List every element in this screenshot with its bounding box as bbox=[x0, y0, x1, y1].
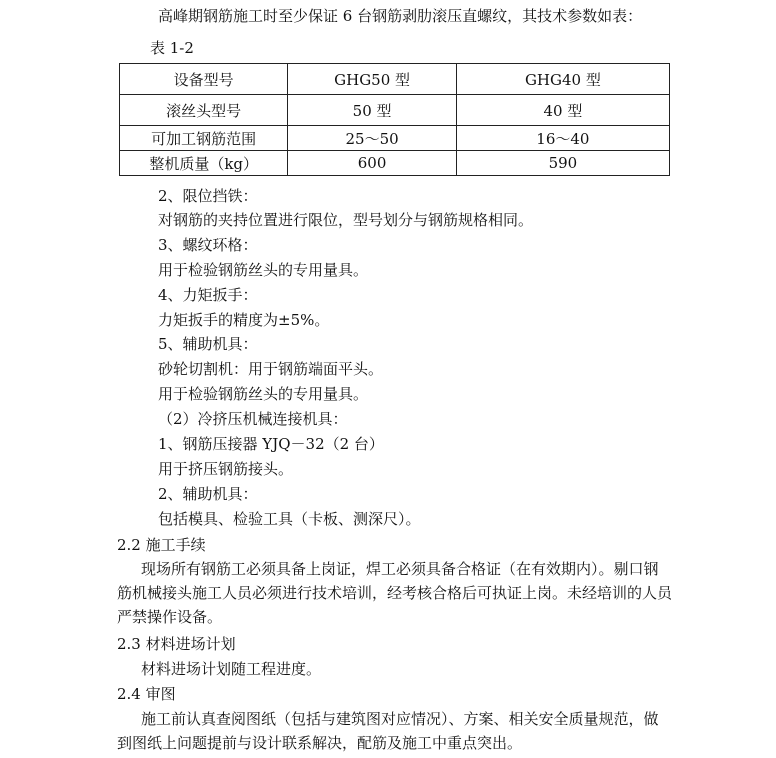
table-row bbox=[120, 126, 670, 151]
list-item-text: 用于挤压钢筋接头。 bbox=[158, 460, 294, 478]
section-paragraph: 施工前认真查阅图纸（包括与建筑图对应情况）、方案、相关安全质量规范，做到图纸上问题提前与设计联系解决，配筋及施工中重点突出。 bbox=[117, 710, 659, 752]
list-item-heading: 2、限位挡铁： bbox=[158, 187, 258, 205]
table-cell: 600 bbox=[288, 151, 456, 176]
table-cell: 16～40 bbox=[456, 126, 669, 151]
table-cell: 设备型号 bbox=[120, 64, 288, 95]
table-row bbox=[120, 151, 670, 176]
table-cell: GHG40 型 bbox=[456, 64, 669, 95]
table-cell: 25～50 bbox=[288, 126, 456, 151]
table-cell: 50 型 bbox=[288, 95, 456, 126]
section-heading: 2.3 材料进场计划 bbox=[117, 635, 236, 653]
table-row bbox=[120, 95, 670, 126]
list-item-text: 包括模具、检验工具（卡板、测深尺）。 bbox=[158, 510, 421, 528]
section-heading: 2.4 审图 bbox=[117, 685, 176, 703]
table-row bbox=[120, 64, 670, 95]
list-item-text: 力矩扳手的精度为±5%。 bbox=[158, 311, 330, 329]
table-cell: GHG50 型 bbox=[288, 64, 456, 95]
list-item-heading: 3、螺纹环格： bbox=[158, 236, 258, 254]
table-caption: 表 1-2 bbox=[150, 39, 194, 57]
section-heading: 2.2 施工手续 bbox=[117, 536, 206, 554]
subsection-heading: （2）冷挤压机械连接机具： bbox=[158, 410, 348, 428]
list-item-heading: 2、辅助机具： bbox=[158, 485, 258, 503]
section-paragraph: 现场所有钢筋工必须具备上岗证，焊工必须具备合格证（在有效期内）。剔口钢筋机械接头施工人员必须进行技术培训，经考核合格后可执证上岗。未经培训的人员严禁操作设备。 bbox=[117, 560, 673, 626]
list-item-heading: 5、辅助机具： bbox=[158, 335, 258, 353]
table-cell: 590 bbox=[456, 151, 669, 176]
intro-paragraph: 高峰期钢筋施工时至少保证 6 台钢筋剥肋滚压直螺纹，其技术参数如表： bbox=[158, 7, 643, 25]
section-paragraph: 材料进场计划随工程进度。 bbox=[141, 660, 322, 678]
list-item-text: 对钢筋的夹持位置进行限位，型号划分与钢筋规格相同。 bbox=[158, 211, 534, 229]
table-cell: 40 型 bbox=[456, 95, 669, 126]
table-cell: 整机质量（kg） bbox=[120, 151, 288, 176]
list-item-text: 用于检验钢筋丝头的专用量具。 bbox=[158, 385, 369, 403]
list-item-text: 用于检验钢筋丝头的专用量具。 bbox=[158, 261, 369, 279]
table-cell: 可加工钢筋范围 bbox=[120, 126, 288, 151]
parameter-table bbox=[119, 63, 670, 176]
table-cell: 滚丝头型号 bbox=[120, 95, 288, 126]
list-item-heading: 4、力矩扳手： bbox=[158, 286, 258, 304]
list-item-heading: 1、钢筋压接器 YJQ－32（2 台） bbox=[158, 435, 384, 453]
list-item-text: 砂轮切割机：用于钢筋端面平头。 bbox=[158, 360, 384, 378]
